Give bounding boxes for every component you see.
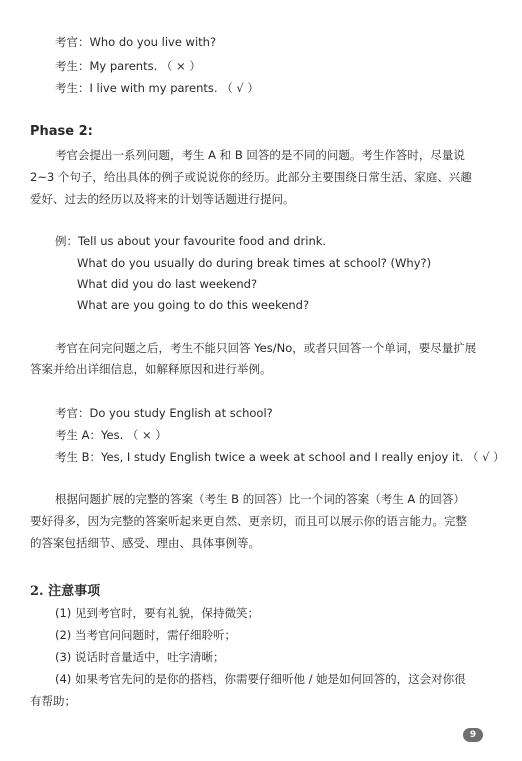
- note-item-3: (3) 说话时音量适中，吐字清晰；: [55, 650, 225, 664]
- dialogue2-line1: 考官：Do you study English at school?: [55, 406, 273, 420]
- para3-line3: 的答案包括细节、感受、理由、具体事例等。: [30, 536, 260, 550]
- para2-line2: 答案并给出详细信息，如解释原因和进行举例。: [30, 362, 272, 376]
- dialogue2-line2: 考生 A：Yes. （ × ）: [55, 428, 167, 442]
- dialogue2-line3: 考生 B：Yes, I study English twice a week at school and I really enjoy it. （ √ ）: [55, 450, 505, 464]
- phase2-para-line1: 考官会提出一系列问题，考生 A 和 B 回答的是不同的问题。考生作答时，尽量说: [55, 148, 465, 162]
- example-question-2: What do you usually do during break times at school? (Why?): [77, 256, 432, 270]
- phase2-para-line3: 爱好、过去的经历以及将来的计划等话题进行提问。: [30, 192, 295, 206]
- para3-line2: 要好得多，因为完整的答案听起来更自然、更亲切，而且可以展示你的语言能力。完整: [30, 514, 467, 528]
- example-question-4: What are you going to do this weekend?: [77, 298, 310, 312]
- example-question-1: 例：Tell us about your favourite food and drink.: [55, 234, 327, 248]
- dialogue1-line1: 考官：Who do you live with?: [55, 35, 217, 49]
- example-question-3: What did you do last weekend?: [77, 277, 258, 291]
- dialogue1-line3: 考生：I live with my parents. （ √ ）: [55, 81, 259, 95]
- page-number-badge: 9: [463, 728, 483, 742]
- note-item-2: (2) 当考官问问题时，需仔细聆听；: [55, 628, 236, 642]
- phase2-heading: Phase 2:: [30, 124, 93, 139]
- note-item-4: (4) 如果考官先问的是你的搭档，你需要仔细听他 / 她是如何回答的，这会对你很: [55, 672, 466, 686]
- para2-line1: 考官在问完问题之后，考生不能只回答 Yes/No，或者只回答一个单词，要尽量扩展: [55, 341, 477, 355]
- dialogue1-line2: 考生：My parents. （ × ）: [55, 59, 201, 73]
- phase2-para-line2: 2~3 个句子，给出具体的例子或说说你的经历。此部分主要围绕日常生活、家庭、兴趣: [30, 170, 472, 184]
- para3-line1: 根据问题扩展的完整的答案（考生 B 的回答）比一个词的答案（考生 A 的回答）: [55, 492, 465, 506]
- section2-heading: 2. 注意事项: [30, 584, 101, 599]
- note-item-4-continued: 有帮助；: [30, 694, 76, 708]
- note-item-1: (1) 见到考官时，要有礼貌，保持微笑；: [55, 606, 259, 620]
